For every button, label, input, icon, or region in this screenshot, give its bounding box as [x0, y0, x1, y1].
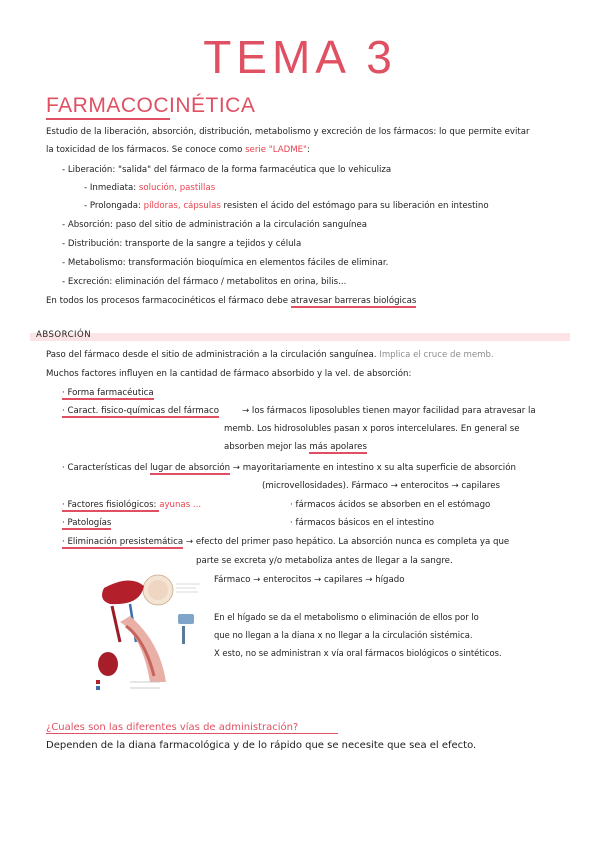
factores-intro: Muchos factores influyen en la cantidad de fármaco absorbido y la vel. de absorción:	[46, 369, 412, 379]
question-vias: ¿Cuales son las diferentes vías de administración?	[46, 722, 299, 733]
factor-patologias: · Patologías	[62, 518, 112, 528]
higado-line-1: En el hígado se da el metabolismo o eliminación de ellos por lo	[214, 612, 479, 622]
section-band	[30, 333, 570, 341]
factor-lugar: · Características del lugar de absorción → mayoritariamente en intestino x su alta superficie de absorción	[62, 463, 516, 473]
section-heading-farmacocinetica: FARMACOCINÉTICA	[46, 94, 256, 117]
inmediata-item: - Inmediata: solución, pastillas	[84, 183, 216, 193]
higado-line-3: X esto, no se administran x vía oral fármacos biológicos o sintéticos.	[214, 648, 502, 658]
excrecion-item: - Excreción: eliminación del fármaco / metabolitos en orina, bilis...	[62, 277, 347, 287]
barreras-highlight: atravesar barreras biológicas	[290, 296, 417, 306]
acidos-note: · fármacos ácidos se absorben en el estómago	[290, 500, 491, 510]
page-title: TEMA 3	[203, 31, 397, 83]
heading-underline	[46, 118, 170, 120]
factor-caract-desc: → los fármacos liposolubles tienen mayor facilidad para atravesar la	[242, 406, 536, 416]
absorcion-item: - Absorción: paso del sitio de administración a la circulación sanguínea	[62, 220, 368, 230]
eliminacion-flow: Fármaco → enterocitos → capilares → hígado	[214, 575, 405, 585]
eliminacion-desc: parte se excreta y/o metaboliza antes de llegar a la sangre.	[196, 556, 453, 566]
answer-vias: Dependen de la diana farmacológica y de lo rápido que se necesite que sea el efecto.	[46, 740, 477, 751]
intro-line-1: Estudio de la liberación, absorción, distribución, metabolismo y excreción de los fármacos: lo que permite evitar	[46, 127, 530, 137]
factor-fisiologicos: · Factores fisiológicos: ayunas ...	[62, 500, 202, 510]
factor-caract: · Caract. fisico-químicas del fármaco	[62, 406, 220, 416]
metabolismo-item: - Metabolismo: transformación bioquímica en elementos fáciles de eliminar.	[62, 258, 389, 268]
basicos-note: · fármacos básicos en el intestino	[290, 518, 435, 528]
factor-forma: · Forma farmacéutica	[62, 388, 154, 398]
liberacion-item: - Liberación: "salida" del fármaco de la forma farmacéutica que lo vehiculiza	[62, 165, 392, 175]
factor-caract-desc-3: absorben mejor las más apolares	[224, 442, 367, 452]
distribucion-item: - Distribución: transporte de la sangre a tejidos y célula	[62, 239, 302, 249]
factor-caract-desc-2: memb. Los hidrosolubles pasan x poros intercelulares. En general se	[224, 424, 520, 434]
absorcion-definition: Paso del fármaco desde el sitio de administración a la circulación sanguínea. Implica el cruce de memb.	[46, 350, 494, 360]
liver-intestine-illustration	[90, 572, 206, 692]
intro-line-2: la toxicidad de los fármacos. Se conoce como serie "LADME":	[46, 145, 310, 155]
factor-eliminacion: · Eliminación presistemática → efecto del primer paso hepático. La absorción nunca es completa ya que	[62, 537, 510, 547]
higado-line-2: que no llegan a la diana x no llegar a la circulación sistémica.	[214, 630, 473, 640]
ladme-term: serie "LADME"	[245, 145, 307, 155]
factor-lugar-desc: (microvellosidades). Fármaco → enterocitos → capilares	[262, 481, 501, 491]
section-title-absorcion: ABSORCIÓN	[36, 330, 92, 340]
summary-line: En todos los procesos farmacocinéticos el fármaco debe atravesar barreras biológicas	[46, 296, 417, 306]
prolongada-item: - Prolongada: píldoras, cápsulas resisten el ácido del estómago para su liberación en intestino	[84, 201, 489, 211]
question-underline	[46, 733, 338, 734]
